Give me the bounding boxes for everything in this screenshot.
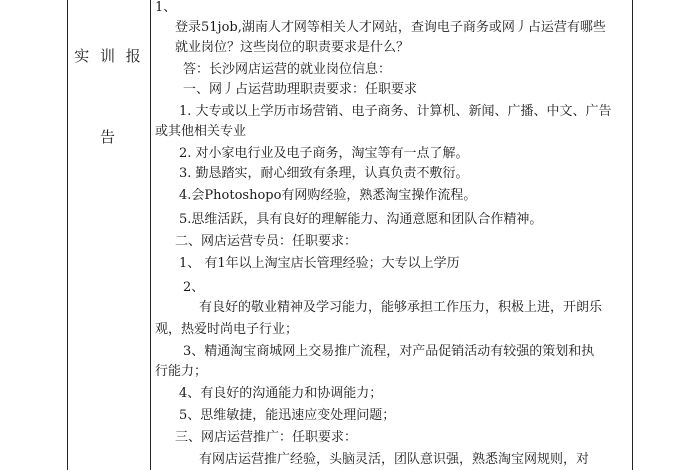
content-line: 1、 [155,0,177,15]
content-line: 5、思维敏捷，能迅速应变处理问题； [179,408,396,423]
content-line: 观，热爱时尚电子行业； [155,322,299,337]
report-content [151,0,631,470]
content-line: 5.思维活跃，具有良好的理解能力、沟通意愿和团队合作精神。 [179,212,543,227]
content-line: 2、 [183,280,205,295]
content-line: 登录51job,湖南人才网等相关人才网站，查询电子商务或网丿占运营有哪些 [175,20,606,35]
content-line: 4.会Photoshopo有网购经验，熟悉淘宝操作流程。 [179,188,477,203]
content-line: 3、精通淘宝商城网上交易推广流程，对产品促销活动有较强的策划和执 [183,344,595,359]
content-line: 有良好的敬业精神及学习能力，能够承担工作压力，积极上进，开朗乐 [199,300,603,315]
section-label-line1: 实 训 报 [74,47,144,65]
content-line: 行能力； [155,364,208,379]
content-line: 三、网店运营推广：任职要求： [175,430,358,445]
content-line: 3. 勤恳踏实，耐心细致有条理，认真负责不敷衍。 [179,166,469,181]
table-border-right [632,0,633,470]
content-line: 答：长沙网店运营的就业岗位信息： [183,62,392,77]
content-line: 或其他相关专业 [155,124,247,139]
content-line: 1、 有1年以上淘宝店长管理经验；大专以上学历 [179,256,460,271]
content-line: 4、有良好的沟通能力和协调能力； [179,386,383,401]
content-line: 1. 大专或以上学历市场营销、电子商务、计算机、新闻、广播、中文、广告 [179,104,612,119]
content-line: 一、网丿占运营助理职责要求：任职要求 [183,82,418,97]
content-line: 2. 对小家电行业及电子商务，淘宝等有一点了解。 [179,146,469,161]
section-label-line2: 告 [99,128,118,146]
content-line: 就业岗位？这些岗位的职责要求是什么？ [175,40,410,55]
content-line: 有网店运营推广经验，头脑灵活，团队意识强，熟悉淘宝网规则，对 [199,452,590,467]
content-line: 二、网店运营专员：任职要求： [175,234,358,249]
table-border-left [67,0,68,470]
